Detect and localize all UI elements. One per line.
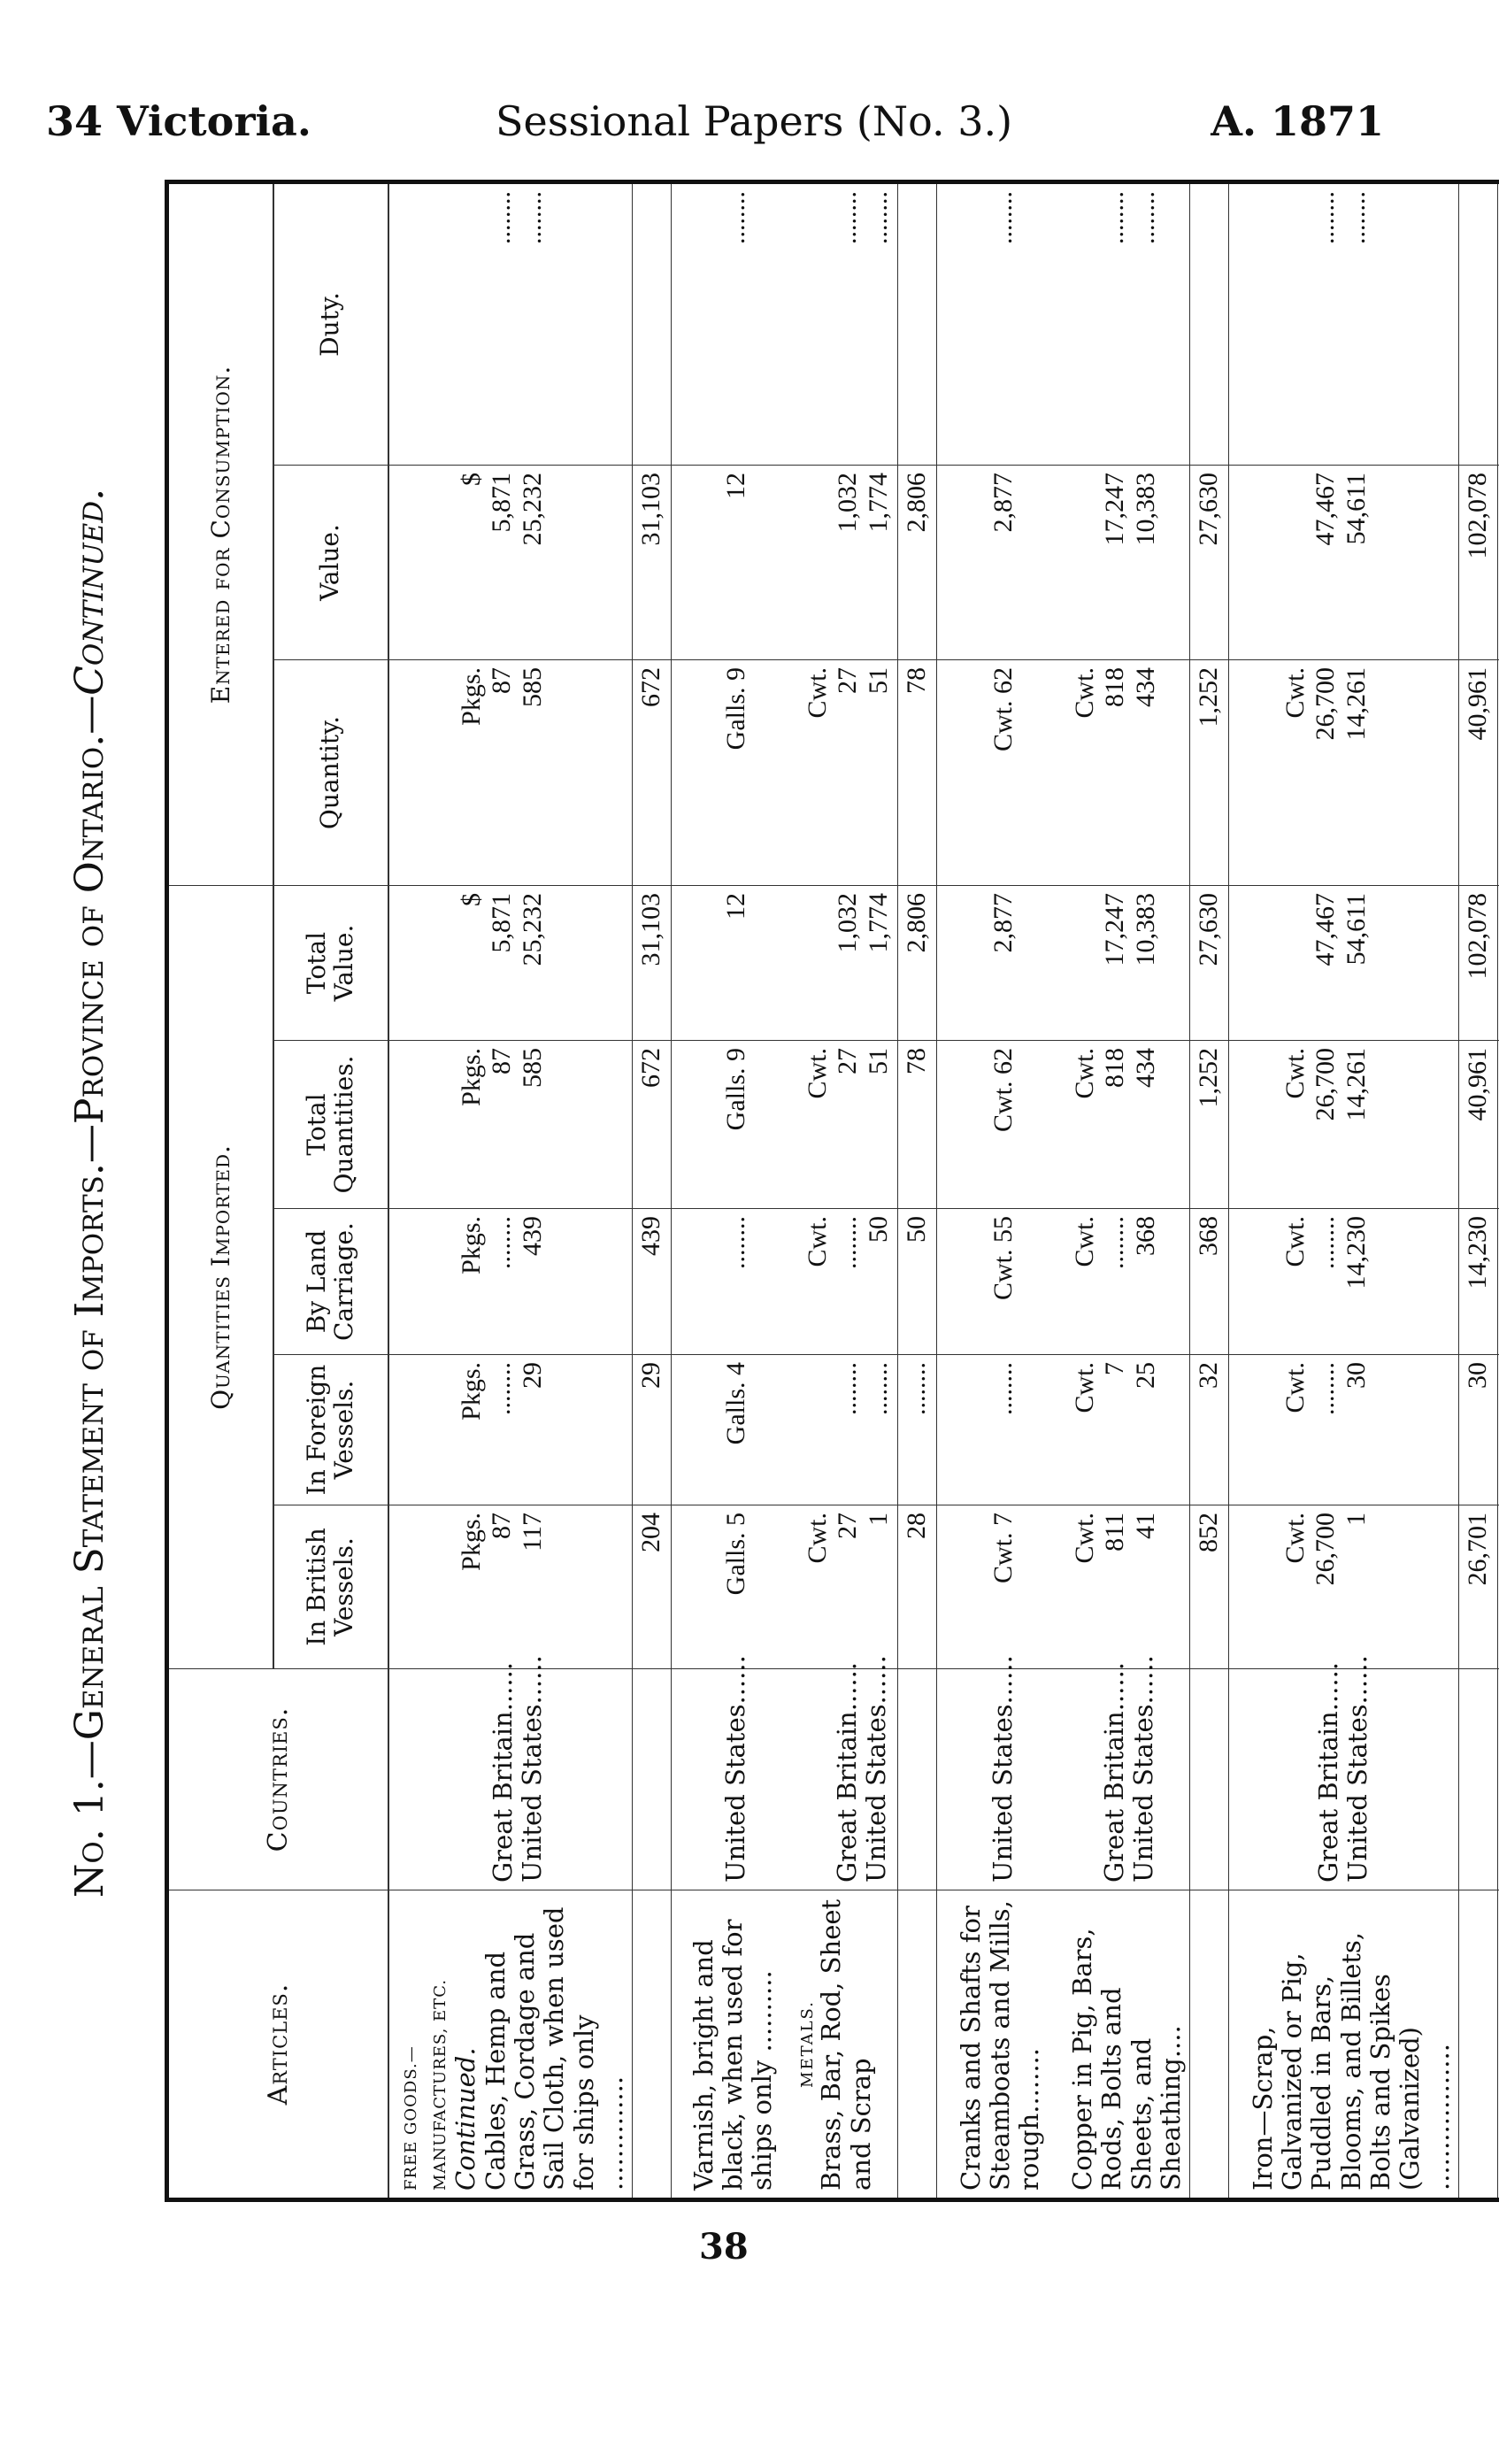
session-label: 34 Victoria. [46,97,311,145]
rotated-table-area [67,184,1493,2202]
british-cell: Cwt. 7 [936,1505,1049,1669]
country-cell: Great Britain...... United States...... [1049,1669,1190,1890]
article-cell [781,1890,898,2200]
article-name: Varnish, bright and black, when used for ships only .......... [671,1890,781,2200]
section-metals: METALS. [797,2000,817,2088]
land-cell: Cwt. ........ 368 [1049,1209,1190,1355]
total-quantity-cell: Pkgs. 87 585 [388,1041,633,1209]
section-free-goods: FREE GOODS.—MANUFACTURES, ETC. [401,1978,450,2191]
subtotal-total-value: 27,630 [1190,886,1229,1041]
total-value-cell: 1,032 1,774 [781,886,898,1041]
duty-cell: ........ ........ [1049,181,1190,465]
subtotal-foreign: 32 [1190,1355,1229,1505]
subtotal-value: 27,630 [1190,466,1229,660]
duty-cell: ........ [936,181,1049,465]
subtotal-row [633,181,672,2199]
country-cell: Great Britain...... United States...... [388,1669,633,1890]
col-in-foreign: In Foreign Vessels. [273,1355,388,1505]
british-cell: Galls. 5 [671,1505,781,1669]
article-name: Copper in Pig, Bars, Rods, Bolts and Sheets, and Sheathing.... [1049,1890,1190,2200]
duty-cell: ........ ........ [388,181,633,465]
article-name: Cranks and Shafts for Steamboats and Mills, rough........ [936,1890,1049,2200]
subtotal-british: 26,701 [1459,1505,1498,1669]
country-cell: United States...... [936,1669,1049,1890]
table-row [936,181,1049,2199]
table-row [781,181,898,2199]
article-name: Brass, Bar, Rod, Sheet and Scrap [816,1898,876,2191]
col-total-value: Total Value. [273,886,388,1041]
duty-cell: ........ ........ [781,181,898,465]
foreign-cell: Cwt. ........ 30 [1228,1355,1458,1505]
table-row [671,181,781,2199]
foreign-cell: Galls. 4 [671,1355,781,1505]
subtotal-total-value: 2,806 [898,886,937,1041]
subtotal-value: 102,078 [1459,466,1498,660]
total-quantity-cell: Cwt. 26,700 14,261 [1228,1041,1458,1209]
total-value-cell: 47,467 54,611 [1228,886,1458,1041]
subtotal-total-value: 102,078 [1459,886,1498,1041]
foreign-cell: ........ [936,1355,1049,1505]
total-value-cell: 2,877 [936,886,1049,1041]
col-group-entered: Entered for Consumption. [167,181,273,885]
table-row [388,181,633,2199]
col-duty: Duty. [273,181,388,465]
col-by-land: By Land Carriage. [273,1209,388,1355]
publication-title: Sessional Papers (No. 3.) [496,97,1013,145]
subtotal-row [1459,181,1498,2199]
value-cell: 12 [671,466,781,660]
value-cell: $ 5,871 25,232 [388,466,633,660]
land-cell: Cwt. 55 [936,1209,1049,1355]
section-free-continued: Continued. [450,2047,481,2191]
total-quantity-cell: Galls. 9 [671,1041,781,1209]
subtotal-total-quantity: 40,961 [1459,1041,1498,1209]
subtotal-land: 14,230 [1459,1209,1498,1355]
total-quantity-cell: Cwt. 27 51 [781,1041,898,1209]
country-cell: United States...... [671,1669,781,1890]
table-title-main: No. 1.—General Statement of Imports.—Province of Ontario.— [67,695,112,1898]
land-cell: Cwt. ........ 50 [781,1209,898,1355]
year-label: A. 1871 [1211,97,1384,145]
table-title-continued: Continued. [67,488,112,696]
quantity-cell: Cwt. 818 434 [1049,660,1190,886]
subtotal-value: 2,806 [898,466,937,660]
imports-table [165,180,1499,2202]
subtotal-total-quantity: 78 [898,1041,937,1209]
subtotal-foreign: 30 [1459,1355,1498,1505]
country-cell: Great Britain...... United States...... [781,1669,898,1890]
table-row [1049,181,1190,2199]
subtotal-quantity: 40,961 [1459,660,1498,886]
foreign-cell: Cwt. 7 25 [1049,1355,1190,1505]
british-cell: Cwt. 811 41 [1049,1505,1190,1669]
subtotal-british: 852 [1190,1505,1229,1669]
foreign-cell: Pkgs. ........ 29 [388,1355,633,1505]
col-articles: Articles. [167,1890,388,2200]
duty-cell: ........ [671,181,781,465]
total-quantity-cell: Cwt. 62 [936,1041,1049,1209]
total-value-cell: $ 5,871 25,232 [388,886,633,1041]
subtotal-total-value: 31,103 [633,886,672,1041]
land-cell: ........ [671,1209,781,1355]
subtotal-quantity: 78 [898,660,937,886]
value-cell: 47,467 54,611 [1228,466,1458,660]
value-cell: 2,877 [936,466,1049,660]
quantity-cell: Cwt. 62 [936,660,1049,886]
value-cell: 17,247 10,383 [1049,466,1190,660]
subtotal-land: 368 [1190,1209,1229,1355]
subtotal-quantity: 1,252 [1190,660,1229,886]
col-in-british: In British Vessels. [273,1505,388,1669]
quantity-cell: Cwt. 27 51 [781,660,898,886]
quantity-cell: Galls. 9 [671,660,781,886]
col-value: Value. [273,466,388,660]
subtotal-british: 28 [898,1505,937,1669]
british-cell: Pkgs. 87 117 [388,1505,633,1669]
subtotal-total-quantity: 672 [633,1041,672,1209]
subtotal-foreign: ........ [898,1355,937,1505]
subtotal-row [1190,181,1229,2199]
article-name: Iron—Scrap, Galvanized or Pig, Puddled in Bars, Blooms, and Billets, Bolts and Spikes (Galvanized) .................. [1228,1890,1458,2200]
subtotal-value: 31,103 [633,466,672,660]
subtotal-british: 204 [633,1505,672,1669]
british-cell: Cwt. 27 1 [781,1505,898,1669]
total-value-cell: 12 [671,886,781,1041]
col-total-quantities: Total Quantities. [273,1041,388,1209]
land-cell: Cwt. ........ 14,230 [1228,1209,1458,1355]
subtotal-foreign: 29 [633,1355,672,1505]
quantity-cell: Cwt. 26,700 14,261 [1228,660,1458,886]
col-countries: Countries. [167,1669,388,1890]
quantity-cell: Pkgs. 87 585 [388,660,633,886]
col-quantity: Quantity. [273,660,388,886]
subtotal-land: 50 [898,1209,937,1355]
british-cell: Cwt. 26,700 1 [1228,1505,1458,1669]
article-cell [388,1890,633,2200]
table-title [67,184,112,2202]
page-number: 38 [699,2226,749,2268]
col-group-quantities-imported: Quantities Imported. [167,886,273,1669]
foreign-cell: ........ ........ [781,1355,898,1505]
total-value-cell: 17,247 10,383 [1049,886,1190,1041]
value-cell: 1,032 1,774 [781,466,898,660]
table-row [1228,181,1458,2199]
total-quantity-cell: Cwt. 818 434 [1049,1041,1190,1209]
subtotal-quantity: 672 [633,660,672,886]
article-name: Cables, Hemp and Grass, Cordage and Sail Cloth, when used for ships only .............. [480,1906,628,2191]
duty-cell: ........ ........ [1228,181,1458,465]
subtotal-total-quantity: 1,252 [1190,1041,1229,1209]
subtotal-row [898,181,937,2199]
country-cell: Great Britain...... United States...... [1228,1669,1458,1890]
subtotal-land: 439 [633,1209,672,1355]
land-cell: Pkgs. ........ 439 [388,1209,633,1355]
